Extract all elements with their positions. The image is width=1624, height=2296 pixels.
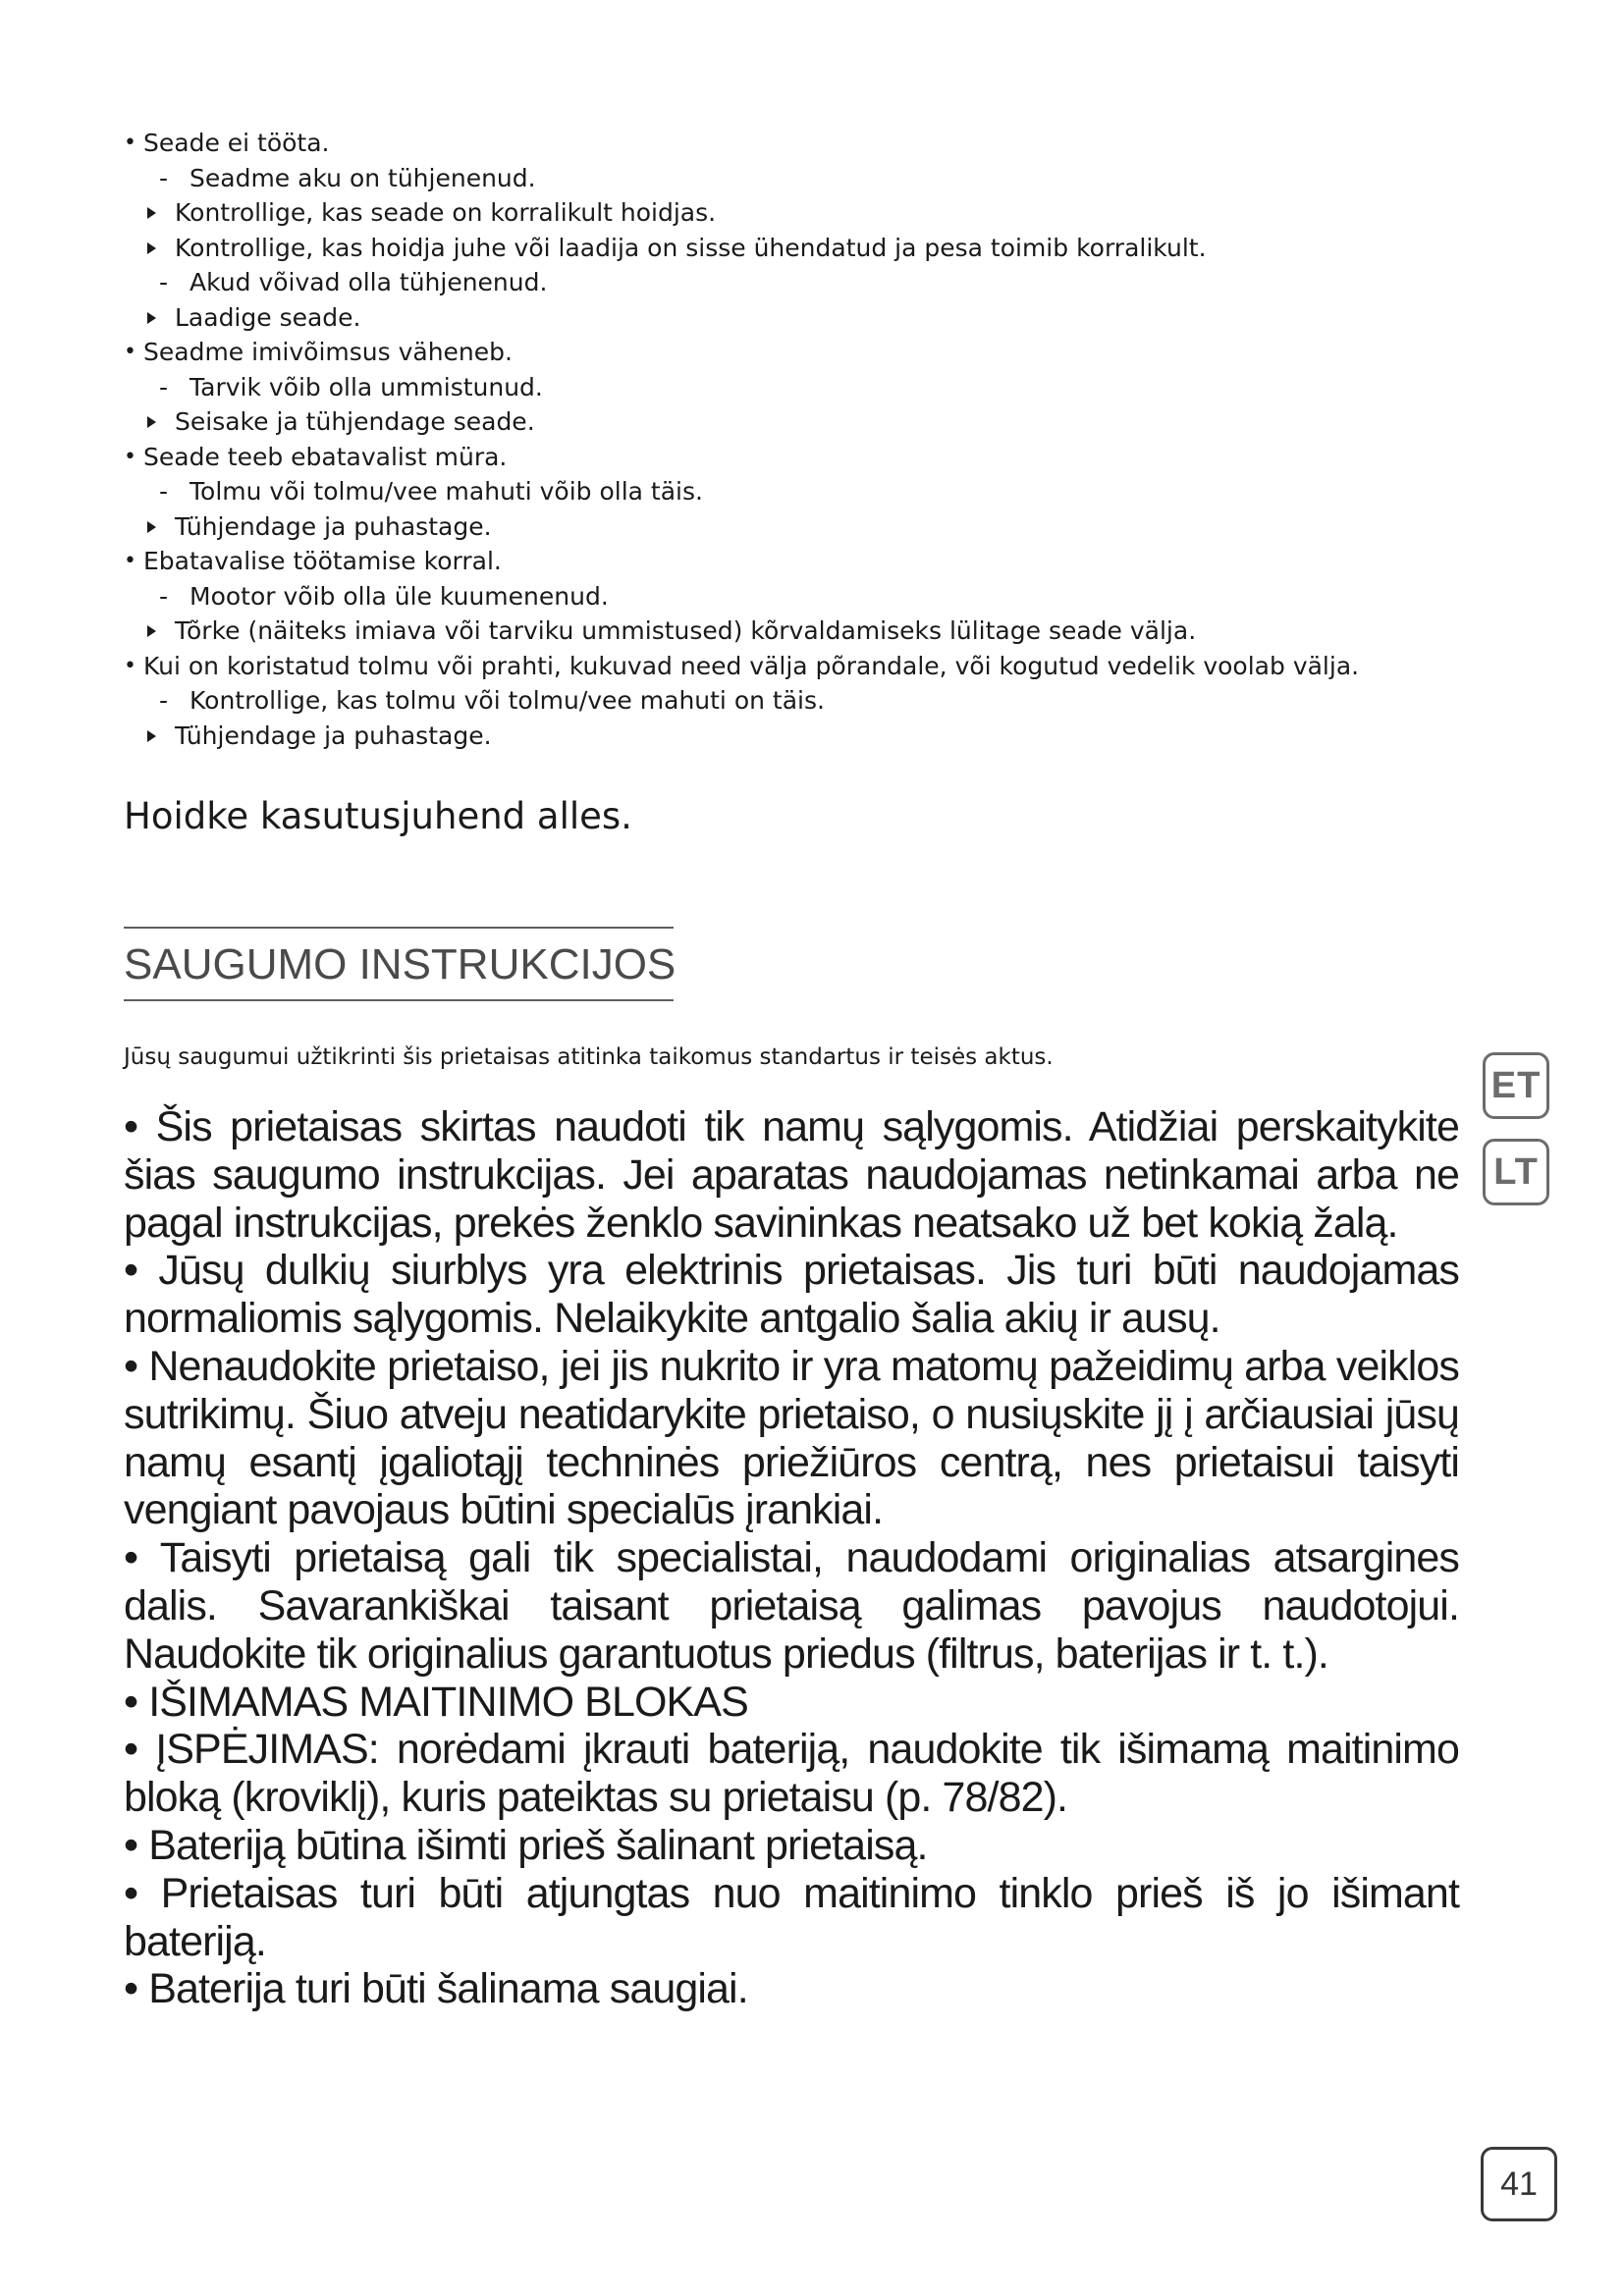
list-item: • Kui on koristatud tolmu või prahti, kukuvad need välja põrandale, või kogutud vedelik voolab välja. <box>124 649 1400 684</box>
safety-paragraph: • ĮSPĖJIMAS: norėdami įkrauti bateriją, naudokite tik išimamą maitinimo bloką (kroviklį), kuris pateiktas su prietaisu (p. 78/82). <box>124 1726 1459 1822</box>
list-item: - Mootor võib olla üle kuumenenud. <box>124 579 1400 614</box>
list-item: • Seadme imivõimsus väheneb. <box>124 335 1400 370</box>
language-tab-et: ET <box>1483 1052 1549 1119</box>
list-item: Laadige seade. <box>124 300 1400 336</box>
list-item: • Ebatavalise töötamise korral. <box>124 544 1400 579</box>
safety-paragraph: • Šis prietaisas skirtas naudoti tik namų sąlygomis. Atidžiai perskaitykite šias saugumo instrukcijas. Jei aparatas naudojamas netinkamai arba ne pagal instrukcijas, prekės ženklo savininkas neatsako už bet kokią žalą. <box>124 1103 1459 1247</box>
list-item: - Akud võivad olla tühjenenud. <box>124 265 1400 300</box>
keep-manual-note: Hoidke kasutusjuhend alles. <box>124 795 632 837</box>
list-item: Tõrke (näiteks imiava või tarviku ummistused) kõrvaldamiseks lülitage seade välja. <box>124 614 1400 649</box>
safety-paragraph: • IŠIMAMAS MAITINIMO BLOKAS <box>124 1678 748 1726</box>
title-top-rule <box>124 927 674 929</box>
list-item: • Seade ei tööta. <box>124 126 1400 161</box>
safety-paragraph: • Baterija turi būti šalinama saugiai. <box>124 1965 748 2013</box>
list-item: - Tarvik võib olla ummistunud. <box>124 370 1400 405</box>
language-tab-lt: LT <box>1483 1139 1549 1205</box>
title-bottom-rule <box>124 999 674 1001</box>
safety-intro: Jūsų saugumui užtikrinti šis prietaisas atitinka taikomus standartus ir teisės aktus. <box>124 1044 1054 1070</box>
safety-paragraph: • Nenaudokite prietaiso, jei jis nukrito ir yra matomų pažeidimų arba veiklos sutrikimų. Šiuo atveju neatidarykite prietaiso, o nusiųskite jį į arčiausiai jūsų namų esantį įgaliotąjį techninės priežiūros centrą, nes prietaisui taisyti vengiant pavojaus būtini specialūs įrankiai. <box>124 1342 1459 1534</box>
safety-paragraph: • Jūsų dulkių siurblys yra elektrinis prietaisas. Jis turi būti naudojamas normaliomis sąlygomis. Nelaikykite antgalio šalia akių ir ausų. <box>124 1247 1459 1343</box>
list-item: - Seadme aku on tühjenenud. <box>124 161 1400 196</box>
safety-paragraph: • Bateriją būtina išimti prieš šalinant prietaisą. <box>124 1821 928 1869</box>
safety-paragraph: • Taisyti prietaisą gali tik specialistai, naudodami originalias atsargines dalis. Savarankiškai taisant prietaisą galimas pavojus naudotojui. Naudokite tik originalius garantuotus priedus (filtrus, baterijas ir t. t.). <box>124 1534 1459 1678</box>
list-item: • Seade teeb ebatavalist müra. <box>124 440 1400 475</box>
list-item: Seisake ja tühjendage seade. <box>124 404 1400 440</box>
list-item: Tühjendage ja puhastage. <box>124 509 1400 545</box>
list-item: - Tolmu või tolmu/vee mahuti võib olla täis. <box>124 474 1400 509</box>
troubleshooting-list <box>124 126 1400 753</box>
list-item: Kontrollige, kas seade on korralikult hoidjas. <box>124 195 1400 231</box>
list-item: Kontrollige, kas hoidja juhe või laadija on sisse ühendatud ja pesa toimib korralikult. <box>124 231 1400 266</box>
section-title: SAUGUMO INSTRUKCIJOS <box>124 940 677 988</box>
list-item: - Kontrollige, kas tolmu või tolmu/vee mahuti on täis. <box>124 683 1400 719</box>
safety-paragraph: • Prietaisas turi būti atjungtas nuo maitinimo tinklo prieš iš jo išimant bateriją. <box>124 1869 1459 1965</box>
safety-instructions <box>124 1103 1459 2013</box>
page-number: 41 <box>1481 2147 1557 2221</box>
list-item: Tühjendage ja puhastage. <box>124 719 1400 754</box>
